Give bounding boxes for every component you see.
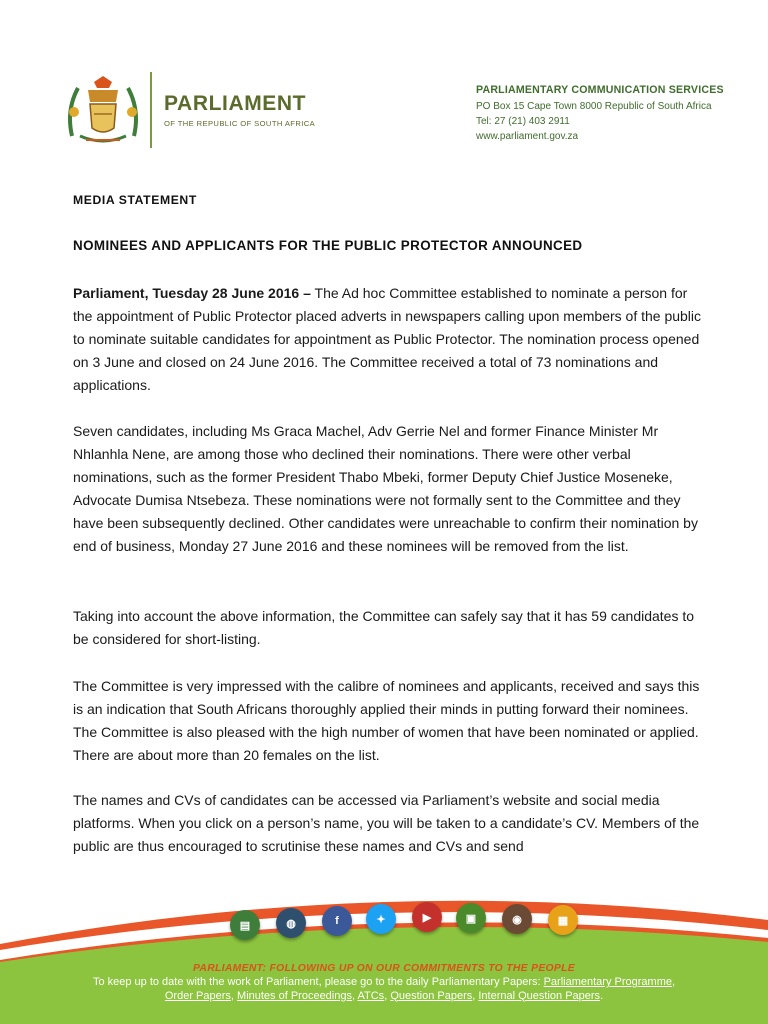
statement-headline: NOMINEES AND APPLICANTS FOR THE PUBLIC PROTECTOR ANNOUNCED xyxy=(73,238,583,253)
org-subtitle: OF THE REPUBLIC OF SOUTH AFRICA xyxy=(164,119,316,128)
coat-of-arms-icon xyxy=(64,74,142,146)
dateline: Parliament, Tuesday 28 June 2016 – xyxy=(73,285,311,301)
link-internal-question-papers[interactable]: Internal Question Papers xyxy=(478,989,601,1002)
link-question-papers[interactable]: Question Papers xyxy=(390,989,473,1002)
paragraph-5: The names and CVs of candidates can be accessed via Parliament’s website and social media platforms. When you click on a person’s name, you will be taken to a candidate’s CV. Members of the public are thus encouraged to scrutinise these names and CVs and send xyxy=(73,792,700,854)
footer-tagline: PARLIAMENT: FOLLOWING UP ON OUR COMMITMENTS TO THE PEOPLE xyxy=(192,963,576,974)
website-line[interactable]: www.parliament.gov.za xyxy=(476,131,579,142)
header-divider xyxy=(150,72,152,148)
link-parliamentary-programme[interactable]: Parliamentary Programme xyxy=(543,976,672,988)
paragraph-1 xyxy=(73,282,703,397)
tv-icon[interactable]: ▣ xyxy=(456,903,486,933)
footer-banner xyxy=(0,880,768,1024)
link-minutes-of-proceedings[interactable]: Minutes of Proceedings xyxy=(237,989,352,1002)
twitter-icon[interactable]: ✦ xyxy=(366,904,396,934)
publications-icon[interactable]: ▤ xyxy=(230,910,260,940)
link-order-papers[interactable]: Order Papers xyxy=(164,989,231,1002)
letterhead xyxy=(0,0,768,170)
org-name: PARLIAMENT xyxy=(164,92,307,115)
radio-icon[interactable]: ▦ xyxy=(548,905,578,935)
paragraph-3: Taking into account the above information, the Committee can safely say that it has 59 candidates to be considered for short-listing. xyxy=(73,608,695,647)
paragraph-1-text: The Ad hoc Committee established to nominate a person for the appointment of Public Protector placed adverts in newspapers calling upon members of the public to nominate suitable candidates for appointment as Public Protector. The nomination process opened on 3 June and closed on 24 June 2016. The Committee received a total of 73 nominations and applications. xyxy=(73,285,702,393)
footer-links-text: To keep up to date with the work of Parliament, please go to the daily Parliamentary Papers: Parliamentary Programme, Order Papers, Minutes of Proceedings, ATCs, Question Papers, Internal Question Papers. xyxy=(92,976,676,1002)
address-line: PO Box 15 Cape Town 8000 Republic of South Africa xyxy=(476,101,712,112)
instagram-icon[interactable]: ◉ xyxy=(502,904,532,934)
paragraph-4: The Committee is very impressed with the calibre of nominees and applicants, received and says this is an indication that South Africans thoroughly applied their minds in putting forward their nominees. The Committee is also pleased with the high number of women that have been nominated or applied. There are about more than 20 females on the list. xyxy=(73,678,700,763)
youtube-icon[interactable]: ▶ xyxy=(412,902,442,932)
telephone-line: Tel: 27 (21) 403 2911 xyxy=(476,116,570,127)
link-atcs[interactable]: ATCs xyxy=(357,989,385,1002)
globe-icon[interactable]: ◍ xyxy=(276,908,306,938)
statement-label: MEDIA STATEMENT xyxy=(73,193,197,207)
facebook-icon[interactable]: f xyxy=(322,906,352,936)
footer-intro: To keep up to date with the work of Parliament, please go to the daily Parliamentary Papers: xyxy=(92,976,544,988)
service-name: PARLIAMENTARY COMMUNICATION SERVICES xyxy=(476,84,724,96)
paragraph-2: Seven candidates, including Ms Graca Machel, Adv Gerrie Nel and former Finance Minister Mr Nhlanhla Nene, are among those who declined their nominations. There were other verbal nominations, such as the former President Thabo Mbeki, former Deputy Chief Justice Moseneke, Advocate Dumisa Ntsebeza. These nominations were not formally sent to the Committee and they have been subsequently declined. Other candidates were unreachable to confirm their nomination by end of business, Monday 27 June 2016 and these nominees will be removed from the list. xyxy=(73,423,698,554)
